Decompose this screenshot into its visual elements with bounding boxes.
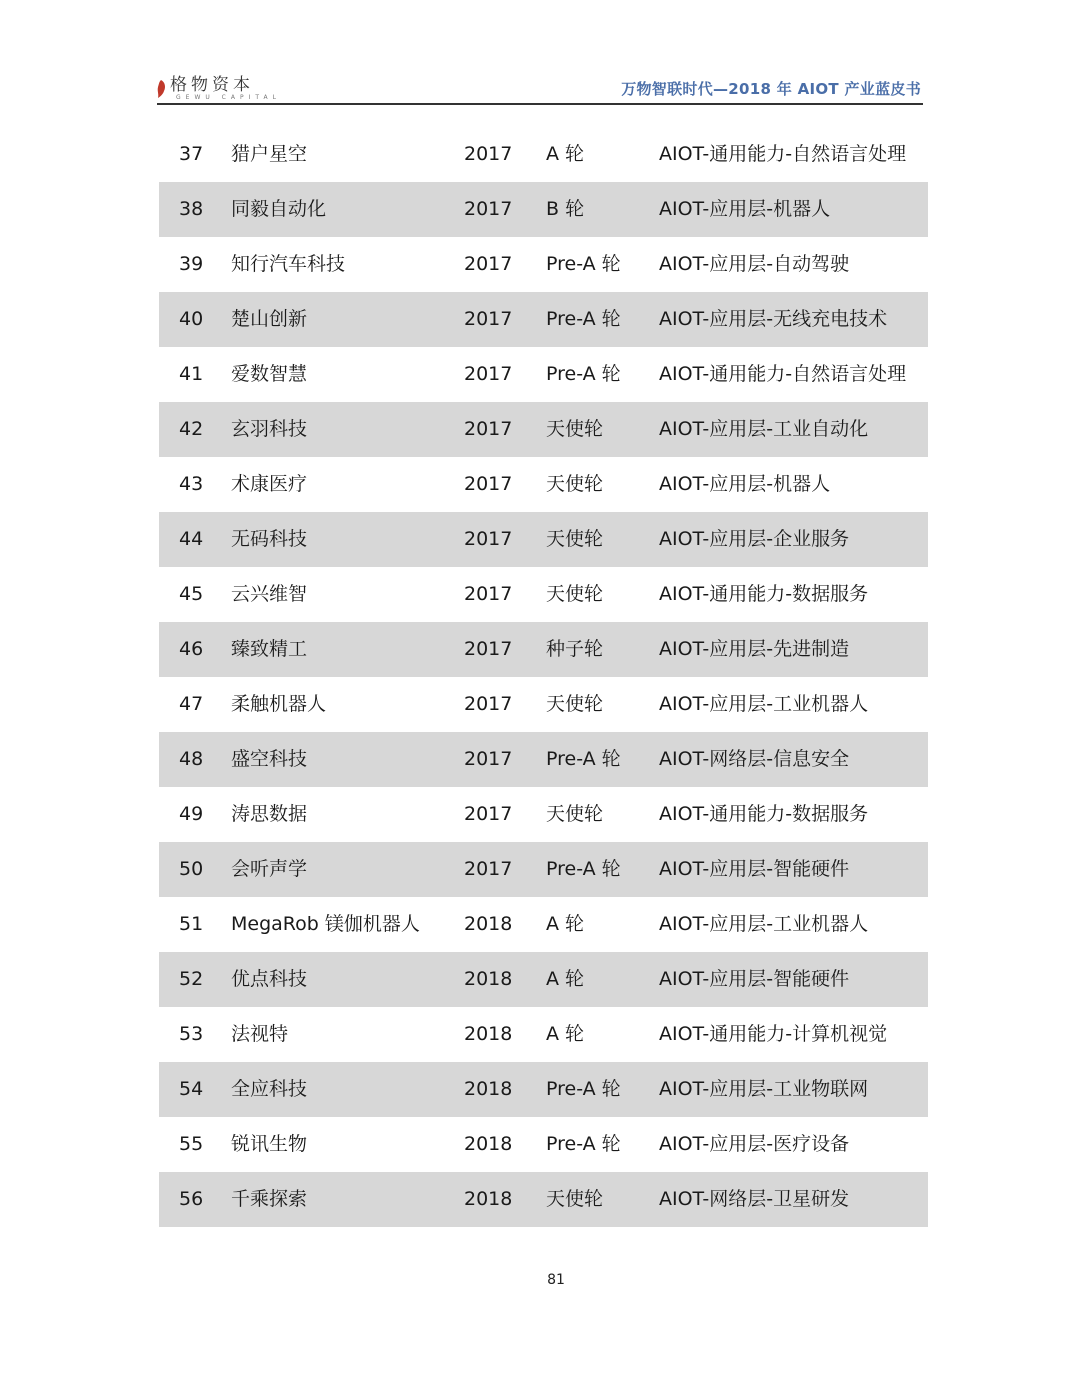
logo-chinese-text: 格物资本	[170, 75, 254, 95]
company-name: 知行汽车科技	[231, 253, 346, 275]
industry-field: AIOT-应用层-工业物联网	[659, 1078, 869, 1100]
funding-round: 天使轮	[546, 528, 604, 550]
table-row	[159, 1007, 928, 1062]
document-title: 万物智联时代—2018 年 AIOT 产业蓝皮书	[621, 80, 921, 98]
row-number: 46	[179, 638, 204, 660]
table-row	[159, 897, 928, 952]
founded-year: 2017	[464, 638, 513, 660]
company-name: 猎户星空	[231, 143, 308, 165]
industry-field: AIOT-通用能力-数据服务	[659, 803, 869, 825]
row-number: 52	[179, 968, 204, 990]
table-row	[159, 347, 928, 402]
table-row	[159, 512, 928, 567]
funding-round: Pre-A 轮	[546, 1133, 621, 1155]
funding-round: Pre-A 轮	[546, 748, 621, 770]
founded-year: 2017	[464, 418, 513, 440]
industry-field: AIOT-通用能力-计算机视觉	[659, 1023, 888, 1045]
founded-year: 2018	[464, 1078, 513, 1100]
row-number: 45	[179, 583, 204, 605]
table-row	[159, 567, 928, 622]
row-number: 53	[179, 1023, 204, 1045]
founded-year: 2017	[464, 198, 513, 220]
table-row	[159, 1117, 928, 1172]
company-name: 爱数智慧	[231, 363, 308, 385]
funding-round: Pre-A 轮	[546, 1078, 621, 1100]
funding-round: 天使轮	[546, 693, 604, 715]
company-name: 无码科技	[231, 528, 308, 550]
gewu-capital-logo	[157, 76, 281, 104]
company-name: MegaRob 镁伽机器人	[231, 913, 420, 935]
funding-round: 种子轮	[546, 638, 604, 660]
company-name: 千乘探索	[231, 1188, 308, 1210]
funding-round: A 轮	[546, 143, 585, 165]
founded-year: 2017	[464, 803, 513, 825]
industry-field: AIOT-应用层-工业机器人	[659, 913, 869, 935]
company-name: 法视特	[231, 1023, 289, 1045]
table-row	[159, 1062, 928, 1117]
row-number: 40	[179, 308, 204, 330]
company-name: 楚山创新	[231, 308, 308, 330]
founded-year: 2018	[464, 968, 513, 990]
funding-round: 天使轮	[546, 473, 604, 495]
table-row	[159, 127, 928, 182]
row-number: 49	[179, 803, 204, 825]
company-name: 臻致精工	[231, 638, 308, 660]
founded-year: 2018	[464, 913, 513, 935]
table-row	[159, 1172, 928, 1227]
table-row	[159, 952, 928, 1007]
logo-english-text: GEWU CAPITAL	[176, 94, 281, 101]
industry-field: AIOT-应用层-智能硬件	[659, 968, 850, 990]
company-name: 会听声学	[231, 858, 308, 880]
company-name: 云兴维智	[231, 583, 308, 605]
row-number: 50	[179, 858, 204, 880]
row-number: 38	[179, 198, 204, 220]
founded-year: 2018	[464, 1133, 513, 1155]
table-row	[159, 292, 928, 347]
founded-year: 2017	[464, 308, 513, 330]
row-number: 51	[179, 913, 204, 935]
funding-round: 天使轮	[546, 803, 604, 825]
company-name: 术康医疗	[231, 473, 308, 495]
founded-year: 2017	[464, 858, 513, 880]
funding-round: 天使轮	[546, 583, 604, 605]
row-number: 43	[179, 473, 204, 495]
industry-field: AIOT-应用层-先进制造	[659, 638, 850, 660]
funding-round: Pre-A 轮	[546, 253, 621, 275]
row-number: 54	[179, 1078, 204, 1100]
founded-year: 2017	[464, 748, 513, 770]
funding-round: Pre-A 轮	[546, 363, 621, 385]
company-name: 涛思数据	[231, 803, 308, 825]
header-divider	[157, 103, 923, 105]
industry-field: AIOT-应用层-机器人	[659, 473, 831, 495]
row-number: 41	[179, 363, 204, 385]
company-name: 优点科技	[231, 968, 308, 990]
company-name: 锐讯生物	[231, 1133, 308, 1155]
industry-field: AIOT-应用层-工业机器人	[659, 693, 869, 715]
seal-logo-icon	[157, 80, 166, 98]
industry-field: AIOT-应用层-无线充电技术	[659, 308, 888, 330]
industry-field: AIOT-网络层-信息安全	[659, 748, 850, 770]
industry-field: AIOT-应用层-机器人	[659, 198, 831, 220]
founded-year: 2017	[464, 473, 513, 495]
industry-field: AIOT-应用层-自动驾驶	[659, 253, 850, 275]
industry-field: AIOT-通用能力-数据服务	[659, 583, 869, 605]
funding-round: Pre-A 轮	[546, 858, 621, 880]
founded-year: 2017	[464, 693, 513, 715]
row-number: 37	[179, 143, 204, 165]
table-row	[159, 732, 928, 787]
industry-field: AIOT-通用能力-自然语言处理	[659, 363, 907, 385]
industry-field: AIOT-网络层-卫星研发	[659, 1188, 850, 1210]
company-name: 柔触机器人	[231, 693, 327, 715]
row-number: 48	[179, 748, 204, 770]
industry-field: AIOT-应用层-智能硬件	[659, 858, 850, 880]
page-header	[157, 74, 923, 104]
industry-field: AIOT-应用层-工业自动化	[659, 418, 869, 440]
row-number: 39	[179, 253, 204, 275]
row-number: 56	[179, 1188, 204, 1210]
table-row	[159, 182, 928, 237]
table-row	[159, 677, 928, 732]
founded-year: 2018	[464, 1023, 513, 1045]
founded-year: 2017	[464, 583, 513, 605]
industry-field: AIOT-应用层-企业服务	[659, 528, 850, 550]
founded-year: 2017	[464, 143, 513, 165]
row-number: 47	[179, 693, 204, 715]
table-row	[159, 622, 928, 677]
table-row	[159, 457, 928, 512]
table-row	[159, 402, 928, 457]
funding-round: A 轮	[546, 913, 585, 935]
company-name: 全应科技	[231, 1078, 308, 1100]
row-number: 42	[179, 418, 204, 440]
row-number: 55	[179, 1133, 204, 1155]
row-number: 44	[179, 528, 204, 550]
company-name: 同毅自动化	[231, 198, 327, 220]
founded-year: 2017	[464, 253, 513, 275]
funding-round: A 轮	[546, 968, 585, 990]
founded-year: 2017	[464, 363, 513, 385]
industry-field: AIOT-应用层-医疗设备	[659, 1133, 850, 1155]
founded-year: 2018	[464, 1188, 513, 1210]
company-name: 盛空科技	[231, 748, 308, 770]
funding-round: Pre-A 轮	[546, 308, 621, 330]
funding-round: 天使轮	[546, 418, 604, 440]
founded-year: 2017	[464, 528, 513, 550]
table-row	[159, 842, 928, 897]
funding-round: B 轮	[546, 198, 585, 220]
company-table	[159, 127, 928, 1227]
table-row	[159, 237, 928, 292]
company-name: 玄羽科技	[231, 418, 308, 440]
funding-round: 天使轮	[546, 1188, 604, 1210]
table-row	[159, 787, 928, 842]
funding-round: A 轮	[546, 1023, 585, 1045]
page-number: 81	[547, 1272, 565, 1288]
industry-field: AIOT-通用能力-自然语言处理	[659, 143, 907, 165]
